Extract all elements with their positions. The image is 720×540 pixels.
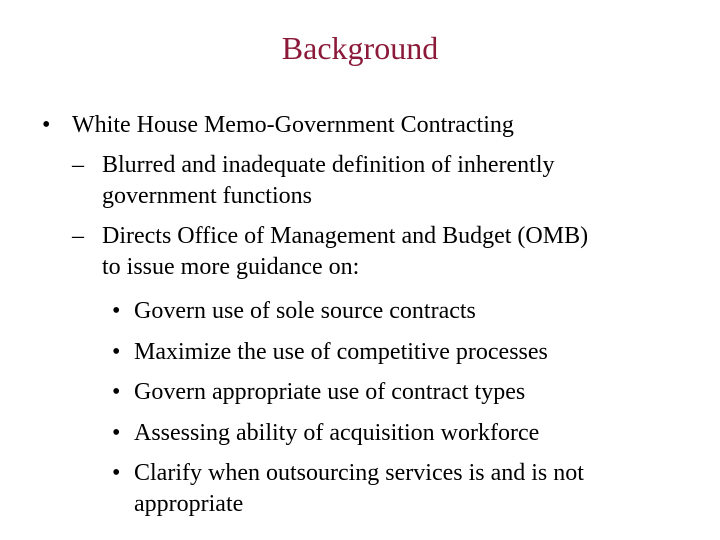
- sub-bullet-text: Directs Office of Management and Budget (OMB): [102, 223, 589, 249]
- sub-bullet-text: to issue more guidance on:: [102, 254, 360, 280]
- sub-sub-bullet: [112, 458, 584, 488]
- slide-title: Background: [281, 30, 439, 66]
- bullet-level1: [42, 110, 514, 140]
- sub-sub-bullet: [112, 418, 539, 448]
- sub-sub-bullet: [112, 377, 525, 407]
- bullet-marker-level3: •: [112, 339, 121, 365]
- bullet-marker-level1: •: [42, 112, 51, 138]
- bullet-marker-level3: •: [112, 379, 121, 405]
- dash-marker: –: [72, 223, 84, 249]
- sub-bullet-text: government functions: [102, 183, 312, 209]
- sub-sub-bullet-continuation: [134, 489, 243, 519]
- sub-sub-bullet-text: Assessing ability of acquisition workforce: [134, 420, 540, 446]
- bullet-marker-level3: •: [112, 460, 121, 486]
- sub-bullet-continuation: [102, 181, 312, 211]
- sub-bullet-continuation: [102, 252, 359, 282]
- dash-marker: –: [72, 152, 84, 178]
- bullet-marker-level3: •: [112, 420, 121, 446]
- sub-sub-bullet-text: Govern appropriate use of contract types: [134, 379, 526, 405]
- sub-bullet: [72, 150, 555, 180]
- sub-sub-bullet-text: Govern use of sole source contracts: [134, 298, 476, 324]
- sub-sub-bullet-text: appropriate: [134, 491, 244, 517]
- bullet-marker-level3: •: [112, 298, 121, 324]
- sub-sub-bullet-text: Clarify when outsourcing services is and is not: [134, 460, 584, 486]
- sub-sub-bullet: [112, 337, 548, 367]
- bullet-text: White House Memo-Government Contracting: [72, 112, 514, 138]
- sub-sub-bullet-text: Maximize the use of competitive processes: [134, 339, 548, 365]
- sub-bullet-text: Blurred and inadequate definition of inherently: [102, 152, 555, 178]
- sub-bullet: [72, 221, 588, 251]
- sub-sub-bullet: [112, 296, 476, 326]
